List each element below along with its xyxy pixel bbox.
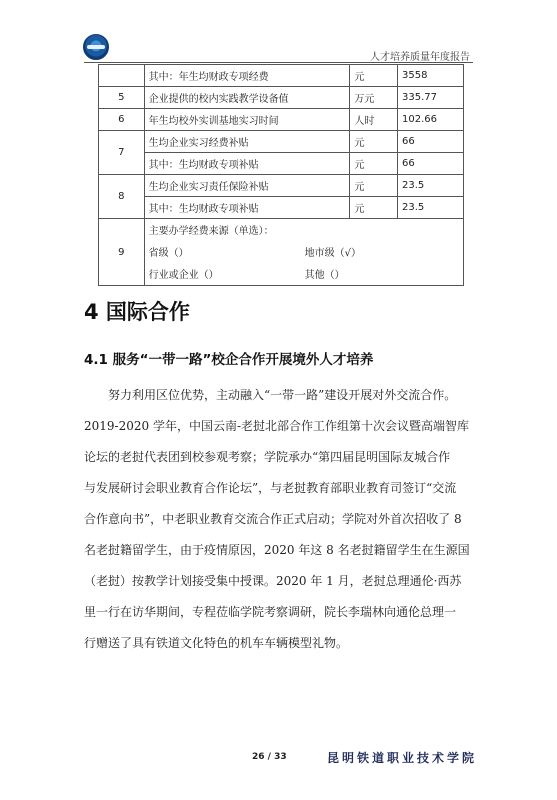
row-value: 66 bbox=[398, 131, 464, 153]
table-row bbox=[99, 131, 464, 153]
paragraph-line: 合作意向书”，中老职业教育交流合作正式启动；学院对外首次招收了 8 bbox=[84, 512, 462, 526]
row-number: 7 bbox=[99, 131, 145, 175]
footer-school-name: 昆明铁道职业技术学院 bbox=[326, 751, 477, 765]
row-unit: 元 bbox=[350, 131, 398, 153]
option-city: 地市级（√） bbox=[304, 248, 361, 259]
row-value: 66 bbox=[398, 153, 464, 175]
table-row-funding-source bbox=[99, 219, 464, 286]
row-number: 9 bbox=[99, 219, 145, 286]
row-item: 生均企业实习责任保险补贴 bbox=[144, 175, 350, 197]
row-value: 335.77 bbox=[398, 87, 464, 109]
row-unit: 万元 bbox=[350, 87, 398, 109]
paragraph-line: 里一行在访华期间，专程莅临学院考察调研，院长李瑞林向通伦总理一 bbox=[84, 605, 457, 619]
row-number: 6 bbox=[99, 109, 145, 131]
paragraph-line: 论坛的老挝代表团到校参观考察；学院承办“第四届昆明国际友城合作 bbox=[84, 450, 451, 464]
funding-source-title: 主要办学经费来源（单选）： bbox=[148, 226, 274, 237]
row-item: 企业提供的校内实践教学设备值 bbox=[144, 87, 350, 109]
header-divider bbox=[84, 62, 473, 63]
subsection-heading: 4.1 服务“一带一路”校企合作开展境外人才培养 bbox=[84, 352, 374, 368]
paragraph-line: 2019-2020 学年，中国云南-老挝北部合作工作组第十次会议暨高端智库 bbox=[84, 419, 470, 433]
option-other: 其他（） bbox=[304, 270, 345, 281]
funding-source-cell bbox=[144, 219, 463, 286]
row-unit: 人时 bbox=[350, 109, 398, 131]
table-row bbox=[99, 109, 464, 131]
row-unit: 元 bbox=[350, 175, 398, 197]
table-row bbox=[99, 87, 464, 109]
row-item: 其中：年生均财政专项经费 bbox=[144, 65, 350, 87]
row-unit: 元 bbox=[350, 197, 398, 219]
row-number: 8 bbox=[99, 175, 145, 219]
funding-table bbox=[98, 64, 464, 286]
row-value: 102.66 bbox=[398, 109, 464, 131]
row-value: 3558 bbox=[398, 65, 464, 87]
table-row bbox=[99, 197, 464, 219]
row-item: 其中：生均财政专项补贴 bbox=[144, 197, 350, 219]
row-unit: 元 bbox=[350, 65, 398, 87]
paragraph-line: 努力利用区位优势，主动融入“一带一路”建设开展对外交流合作。 bbox=[108, 388, 457, 402]
row-value: 23.5 bbox=[398, 197, 464, 219]
paragraph-line: 行赠送了具有铁道文化特色的机车车辆模型礼物。 bbox=[84, 636, 349, 650]
section-heading: 4 国际合作 bbox=[84, 300, 190, 324]
row-unit: 元 bbox=[350, 153, 398, 175]
row-number: 5 bbox=[99, 87, 145, 109]
paragraph-line: （老挝）按教学计划接受集中授课。2020 年 1 月，老挝总理通伦·西苏 bbox=[84, 574, 462, 588]
row-number bbox=[99, 65, 145, 87]
page-number: 26 / 33 bbox=[252, 752, 287, 762]
paragraph-line: 与发展研讨会职业教育合作论坛”，与老挝教育部职业教育司签订“交流 bbox=[84, 481, 457, 495]
header-title: 人才培养质量年度报告 bbox=[370, 52, 470, 63]
row-value: 23.5 bbox=[398, 175, 464, 197]
row-item: 年生均校外实训基地实习时间 bbox=[144, 109, 350, 131]
option-province: 省级（） bbox=[148, 248, 189, 259]
option-industry: 行业或企业（） bbox=[148, 270, 219, 281]
table-row bbox=[99, 65, 464, 87]
row-item: 其中：生均财政专项补贴 bbox=[144, 153, 350, 175]
table-row bbox=[99, 175, 464, 197]
row-item: 生均企业实习经费补贴 bbox=[144, 131, 350, 153]
table-row bbox=[99, 153, 464, 175]
paragraph-line: 名老挝籍留学生，由于疫情原因，2020 年这 8 名老挝籍留学生在生源国 bbox=[84, 543, 470, 557]
school-logo-icon bbox=[83, 34, 109, 60]
